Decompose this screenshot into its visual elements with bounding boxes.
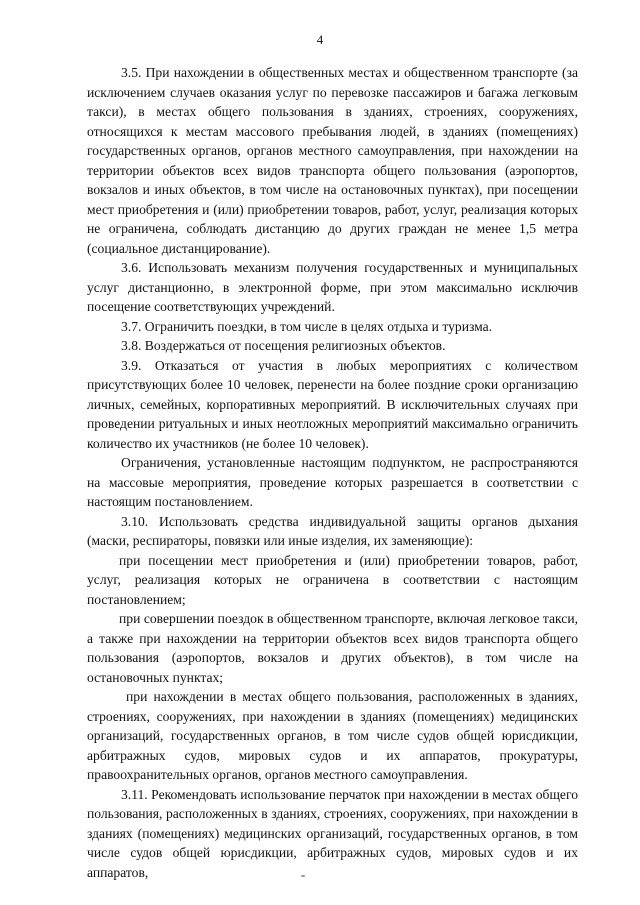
- paragraph-3-11: 3.11. Рекомендовать использование перчаток при нахождении в местах общего пользования, расположенных в зданиях, строениях, сооружениях, при нахождении в зданиях (помещениях) медицинских организаций, государственных органов, в том числе судов общей юрисдикции, арбитражных судов, мировых судов и их аппаратов,: [87, 786, 578, 880]
- paragraph-3-7: 3.7. Ограничить поездки, в том числе в целях отдыха и туризма.: [121, 318, 493, 334]
- paragraph-3-9: 3.9. Отказаться от участия в любых мероприятиях с количеством присутствующих более 10 человек, перенести на более поздние сроки организацию личных, семейных, корпоративных мероприятий. В исключительных случаях при проведении ритуальных и иных неотложных мероприятий максимально ограничить количество их участников (не более 10 человек).: [87, 357, 578, 451]
- paragraph-3-10: 3.10. Использовать средства индивидуальной защиты органов дыхания (маски, респираторы, повязки или иные изделия, их заменяющие):: [87, 513, 578, 548]
- paragraph-3-8: 3.8. Воздержаться от посещения религиозных объектов.: [121, 338, 446, 353]
- paragraph-3-10-item-shopping: при посещении мест приобретения и (или) приобретении товаров, работ, услуг, реализация которых не ограничена в соответствии с настоящим постановлением;: [87, 552, 578, 607]
- paragraph-3-5: 3.5. При нахождении в общественных местах и общественном транспорте (за исключением случаев оказания услуг по перевозке пассажиров и багажа легковым такси), в местах общего пользования в зданиях, строениях, сооружениях, относящихся к местам массового пребывания людей, в зданиях (помещениях) государственных органов, органов местного самоуправления, при нахождении на территории объектов всех видов транспорта общего пользования (аэропортов, вокзалов и иных объектов, в том числе на остановочных пунктах), при посещении мест приобретения и (или) приобретении товаров, работ, услуг, реализация которых не ограничена, соблюдать дистанцию до других граждан не менее 1,5 метра (социальное дистанцирование).: [87, 65, 578, 256]
- document-body: [87, 63, 578, 882]
- paragraph-3-6: 3.6. Использовать механизм получения государственных и муниципальных услуг дистанционно, в электронной форме, при этом максимально исключив посещение соответствующих учреждений.: [87, 260, 578, 314]
- paragraph-3-10-item-public-places: при нахождении в местах общего пользования, расположенных в зданиях, строениях, сооружениях, при нахождении в зданиях (помещениях) медицинских организаций, государственных органов, в том числе судов общей юрисдикции, арбитражных судов, мировых судов и их аппаратов, прокуратуры, правоохранительных органов, органов местного самоуправления.: [87, 689, 578, 782]
- paragraph-3-9-restrictions: Ограничения, установленные настоящим подпунктом, не распространяются на массовые мероприятия, проведение которых разрешается в соответствии с настоящим постановлением.: [87, 455, 578, 509]
- paragraph-3-10-item-transport: при совершении поездок в общественном транспорте, включая легковое такси, а также при нахождении на территории объектов всех видов транспорта общего пользования (аэропортов, вокзалов и других объектов), в том числе на остановочных пунктах;: [87, 611, 578, 685]
- page-number: 4: [316, 32, 324, 47]
- scan-speck: [301, 875, 305, 877]
